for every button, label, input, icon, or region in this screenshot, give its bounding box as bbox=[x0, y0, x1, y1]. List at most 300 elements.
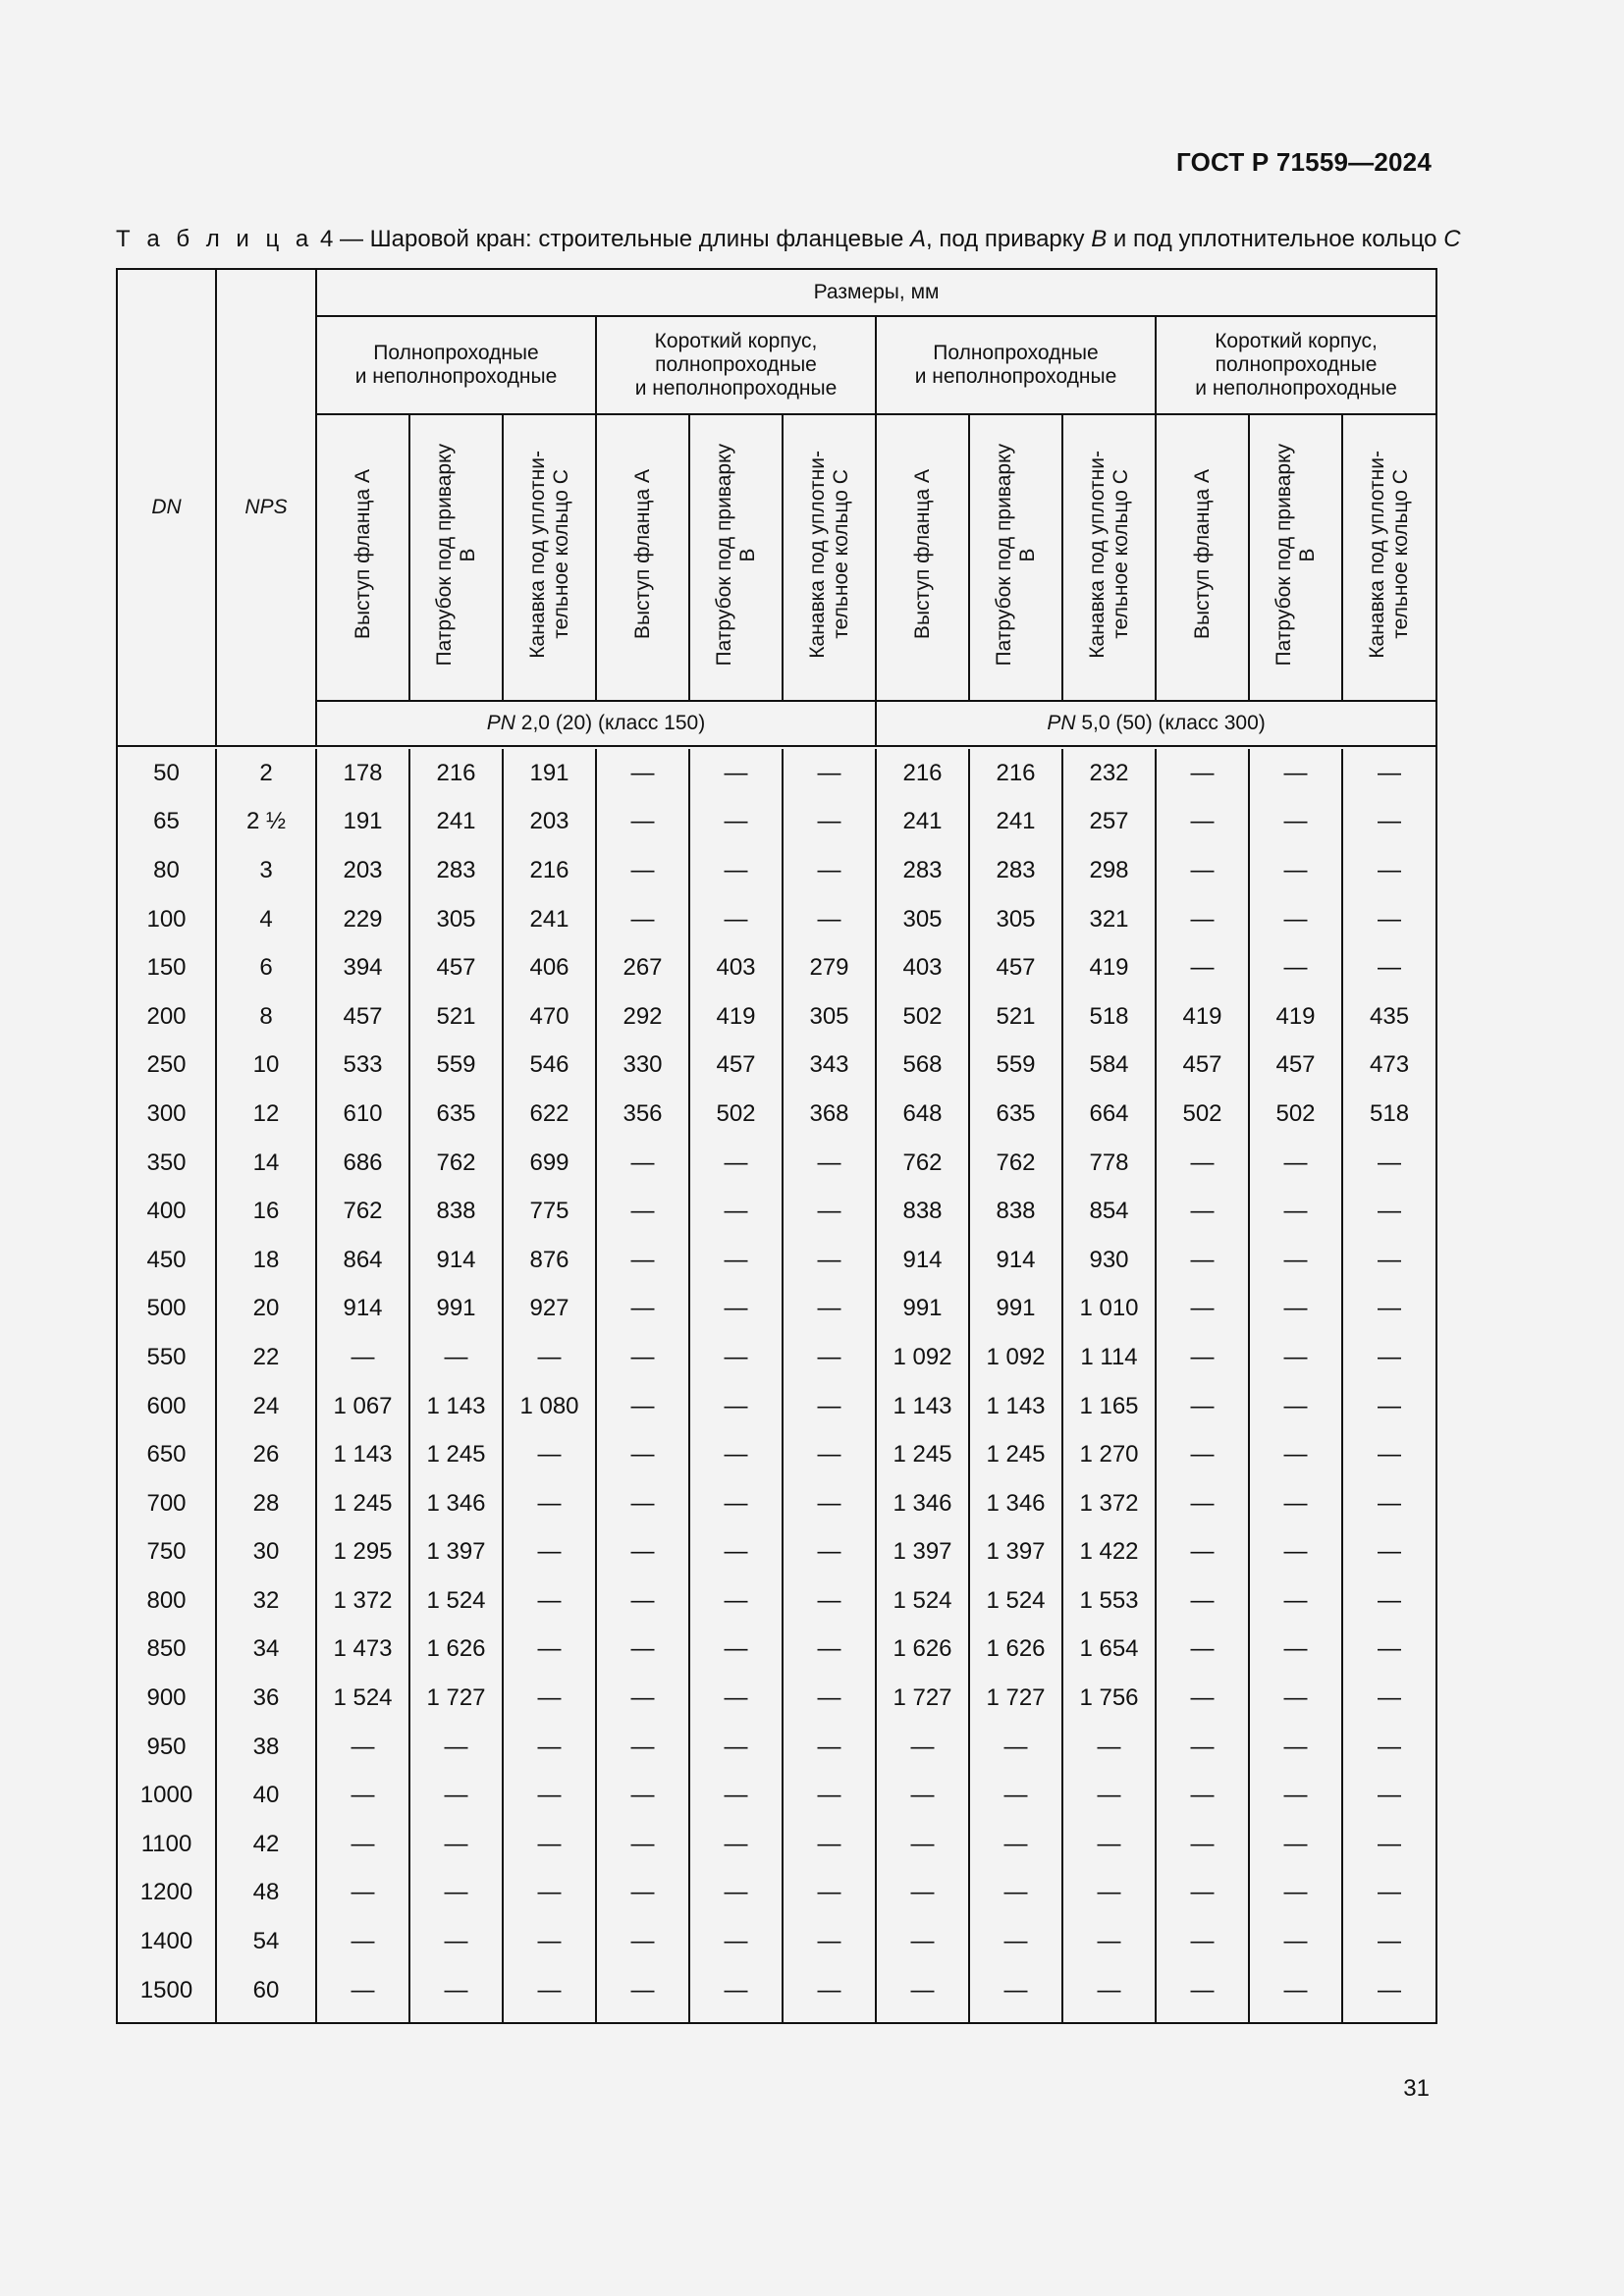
table-cell: — bbox=[409, 1820, 503, 1869]
table-cell: — bbox=[1249, 1771, 1342, 1820]
table-cell: — bbox=[1342, 1430, 1436, 1479]
table-cell: — bbox=[1156, 749, 1249, 798]
table-cell: 330 bbox=[596, 1041, 689, 1091]
table-cell: — bbox=[689, 1771, 783, 1820]
caption-text-3: и под уплотнительное кольцо bbox=[1107, 226, 1444, 252]
subcol-header bbox=[316, 414, 409, 701]
table-cell: 1 524 bbox=[969, 1576, 1062, 1626]
header-dn: DN bbox=[117, 269, 216, 746]
subcol-label: Патрубок под приварку B bbox=[992, 443, 1039, 667]
table-cell: — bbox=[969, 1723, 1062, 1772]
subcol-header bbox=[409, 414, 503, 701]
subcol-label: Выступ фланца A bbox=[910, 469, 934, 640]
table-cell: — bbox=[1249, 1187, 1342, 1236]
table-cell: 305 bbox=[969, 895, 1062, 944]
table-cell: 368 bbox=[783, 1090, 876, 1139]
cell-nps: 28 bbox=[216, 1479, 316, 1528]
table-cell: — bbox=[1156, 1187, 1249, 1236]
table-cell: 1 727 bbox=[876, 1674, 969, 1723]
table-cell: — bbox=[503, 1723, 596, 1772]
cell-nps: 4 bbox=[216, 895, 316, 944]
subcol-label: Канавка под уплотни- тельное кольцо C bbox=[1085, 451, 1132, 659]
table-cell: — bbox=[689, 1187, 783, 1236]
cell-nps: 20 bbox=[216, 1285, 316, 1334]
table-cell: — bbox=[689, 1723, 783, 1772]
table-cell: — bbox=[1156, 1285, 1249, 1334]
table-cell: 1 295 bbox=[316, 1528, 409, 1577]
table-cell: 1 114 bbox=[1062, 1333, 1156, 1382]
cell-dn: 650 bbox=[117, 1430, 216, 1479]
table-cell: — bbox=[1249, 1966, 1342, 2024]
table-cell: 1 654 bbox=[1062, 1626, 1156, 1675]
table-cell: — bbox=[1342, 1966, 1436, 2024]
subcol-header bbox=[1249, 414, 1342, 701]
table-cell: 635 bbox=[969, 1090, 1062, 1139]
table-cell: — bbox=[316, 1820, 409, 1869]
group-header-2: Короткий корпус, полнопроходные и неполнопроходные bbox=[596, 316, 876, 414]
table-cell: 854 bbox=[1062, 1187, 1156, 1236]
table-cell: 914 bbox=[409, 1236, 503, 1285]
page-number: 31 bbox=[1403, 2075, 1430, 2102]
table-row bbox=[117, 895, 1436, 944]
table-cell: — bbox=[596, 1285, 689, 1334]
cell-dn: 500 bbox=[117, 1285, 216, 1334]
cell-dn: 850 bbox=[117, 1626, 216, 1675]
table-cell: 1 270 bbox=[1062, 1430, 1156, 1479]
cell-nps: 14 bbox=[216, 1139, 316, 1188]
table-cell: — bbox=[503, 1869, 596, 1918]
table-cell: — bbox=[1062, 1966, 1156, 2024]
table-cell: — bbox=[1156, 1528, 1249, 1577]
table-cell: — bbox=[1156, 1576, 1249, 1626]
table-cell: — bbox=[876, 1917, 969, 1966]
table-cell: — bbox=[1156, 1626, 1249, 1675]
table-cell: 457 bbox=[1249, 1041, 1342, 1091]
table-cell: 457 bbox=[969, 943, 1062, 992]
table-cell: — bbox=[1249, 1479, 1342, 1528]
table-cell: — bbox=[409, 1771, 503, 1820]
cell-nps: 42 bbox=[216, 1820, 316, 1869]
table-cell: — bbox=[1342, 1139, 1436, 1188]
table-cell: — bbox=[1342, 1723, 1436, 1772]
table-cell: — bbox=[783, 1966, 876, 2024]
group-header-3: Полнопроходные и неполнопроходные bbox=[876, 316, 1156, 414]
table-cell: 1 245 bbox=[876, 1430, 969, 1479]
pressure-class-150 bbox=[316, 701, 876, 746]
table-cell: 305 bbox=[876, 895, 969, 944]
cell-dn: 1000 bbox=[117, 1771, 216, 1820]
table-cell: 241 bbox=[503, 895, 596, 944]
table-cell: 203 bbox=[316, 846, 409, 895]
table-row bbox=[117, 1333, 1436, 1382]
table-cell: 1 067 bbox=[316, 1382, 409, 1431]
table-cell: 775 bbox=[503, 1187, 596, 1236]
table-cell: — bbox=[1062, 1771, 1156, 1820]
table-cell: 191 bbox=[316, 798, 409, 847]
header-nps: NPS bbox=[216, 269, 316, 746]
table-cell: 283 bbox=[969, 846, 1062, 895]
table-cell: 403 bbox=[689, 943, 783, 992]
cell-dn: 80 bbox=[117, 846, 216, 895]
table-cell: 1 524 bbox=[876, 1576, 969, 1626]
table-cell: — bbox=[1342, 846, 1436, 895]
cell-nps: 60 bbox=[216, 1966, 316, 2024]
table-cell: 1 397 bbox=[969, 1528, 1062, 1577]
table-cell: — bbox=[596, 1382, 689, 1431]
table-cell: — bbox=[783, 1430, 876, 1479]
table-cell: — bbox=[596, 1139, 689, 1188]
table-cell: — bbox=[596, 1528, 689, 1577]
table-cell: — bbox=[503, 1626, 596, 1675]
table-cell: 762 bbox=[316, 1187, 409, 1236]
pn-label: PN bbox=[486, 712, 515, 734]
table-cell: — bbox=[596, 1917, 689, 1966]
table-cell: 457 bbox=[689, 1041, 783, 1091]
table-cell: — bbox=[783, 1576, 876, 1626]
table-cell: 229 bbox=[316, 895, 409, 944]
table-row bbox=[117, 1285, 1436, 1334]
table-cell: 778 bbox=[1062, 1139, 1156, 1188]
table-cell: — bbox=[596, 1869, 689, 1918]
dimensions-table bbox=[116, 268, 1437, 2024]
table-cell: — bbox=[316, 1869, 409, 1918]
table-cell: 1 245 bbox=[409, 1430, 503, 1479]
table-cell: 1 626 bbox=[409, 1626, 503, 1675]
table-cell: — bbox=[596, 846, 689, 895]
table-cell: — bbox=[1342, 1333, 1436, 1382]
table-cell: 1 626 bbox=[876, 1626, 969, 1675]
table-cell: — bbox=[1342, 1626, 1436, 1675]
table-cell: 686 bbox=[316, 1139, 409, 1188]
table-cell: — bbox=[596, 1626, 689, 1675]
table-cell: 622 bbox=[503, 1090, 596, 1139]
table-row bbox=[117, 1626, 1436, 1675]
cell-dn: 250 bbox=[117, 1041, 216, 1091]
table-cell: — bbox=[689, 1626, 783, 1675]
caption-number: 4 bbox=[319, 226, 334, 252]
table-cell: — bbox=[689, 895, 783, 944]
table-cell: — bbox=[1342, 1479, 1436, 1528]
table-cell: — bbox=[969, 1917, 1062, 1966]
table-cell: — bbox=[596, 1723, 689, 1772]
cell-nps: 48 bbox=[216, 1869, 316, 1918]
table-cell: 838 bbox=[876, 1187, 969, 1236]
table-cell: 1 397 bbox=[409, 1528, 503, 1577]
table-cell: 502 bbox=[689, 1090, 783, 1139]
table-cell: 267 bbox=[596, 943, 689, 992]
table-cell: — bbox=[1249, 1528, 1342, 1577]
table-cell: — bbox=[1156, 1139, 1249, 1188]
table-cell: — bbox=[596, 1966, 689, 2024]
cell-dn: 350 bbox=[117, 1139, 216, 1188]
table-cell: 1 165 bbox=[1062, 1382, 1156, 1431]
table-cell: — bbox=[1062, 1869, 1156, 1918]
subcol-header bbox=[876, 414, 969, 701]
table-cell: — bbox=[1249, 1333, 1342, 1382]
table-cell: — bbox=[409, 1333, 503, 1382]
cell-nps: 12 bbox=[216, 1090, 316, 1139]
table-caption bbox=[116, 226, 1461, 253]
cell-nps: 22 bbox=[216, 1333, 316, 1382]
table-cell: — bbox=[1342, 1236, 1436, 1285]
cell-nps: 18 bbox=[216, 1236, 316, 1285]
table-cell: — bbox=[689, 798, 783, 847]
table-cell: — bbox=[783, 1285, 876, 1334]
table-cell: — bbox=[1156, 1236, 1249, 1285]
table-cell: — bbox=[316, 1333, 409, 1382]
table-cell: — bbox=[876, 1771, 969, 1820]
table-cell: 914 bbox=[876, 1236, 969, 1285]
cell-nps: 40 bbox=[216, 1771, 316, 1820]
table-cell: — bbox=[783, 1869, 876, 1918]
table-cell: 762 bbox=[876, 1139, 969, 1188]
table-cell: 521 bbox=[409, 992, 503, 1041]
table-cell: — bbox=[1342, 1869, 1436, 1918]
table-cell: — bbox=[1249, 895, 1342, 944]
table-cell: — bbox=[596, 1820, 689, 1869]
table-cell: 610 bbox=[316, 1090, 409, 1139]
table-cell: 533 bbox=[316, 1041, 409, 1091]
table-cell: — bbox=[689, 846, 783, 895]
table-cell: — bbox=[1156, 1723, 1249, 1772]
cell-dn: 550 bbox=[117, 1333, 216, 1382]
table-row bbox=[117, 1723, 1436, 1772]
table-row bbox=[117, 1869, 1436, 1918]
table-row bbox=[117, 1187, 1436, 1236]
table-cell: — bbox=[503, 1576, 596, 1626]
table-cell: — bbox=[1249, 1917, 1342, 1966]
table-cell: 1 397 bbox=[876, 1528, 969, 1577]
pn-label: PN bbox=[1047, 712, 1076, 734]
table-cell: 1 473 bbox=[316, 1626, 409, 1675]
table-row bbox=[117, 1090, 1436, 1139]
table-cell: — bbox=[596, 798, 689, 847]
table-cell: — bbox=[596, 1333, 689, 1382]
table-cell: 1 346 bbox=[969, 1479, 1062, 1528]
cell-dn: 1500 bbox=[117, 1966, 216, 2024]
subcol-label: Патрубок под приварку B bbox=[432, 443, 479, 667]
table-cell: — bbox=[969, 1771, 1062, 1820]
table-cell: — bbox=[1156, 943, 1249, 992]
table-cell: 1 727 bbox=[969, 1674, 1062, 1723]
table-cell: — bbox=[876, 1820, 969, 1869]
table-cell: — bbox=[689, 1430, 783, 1479]
table-row bbox=[117, 1917, 1436, 1966]
subcol-header bbox=[969, 414, 1062, 701]
table-cell: 321 bbox=[1062, 895, 1156, 944]
table-cell: 1 553 bbox=[1062, 1576, 1156, 1626]
table-cell: 457 bbox=[316, 992, 409, 1041]
table-row bbox=[117, 846, 1436, 895]
table-cell: — bbox=[1249, 846, 1342, 895]
table-cell: — bbox=[1342, 1382, 1436, 1431]
table-cell: 241 bbox=[409, 798, 503, 847]
table-cell: — bbox=[1249, 1430, 1342, 1479]
cell-dn: 200 bbox=[117, 992, 216, 1041]
table-cell: 914 bbox=[316, 1285, 409, 1334]
subcol-header bbox=[1156, 414, 1249, 701]
table-cell: — bbox=[1156, 846, 1249, 895]
table-cell: — bbox=[1249, 1576, 1342, 1626]
table-cell: 1 727 bbox=[409, 1674, 503, 1723]
pressure-class-300 bbox=[876, 701, 1436, 746]
table-cell: 1 143 bbox=[969, 1382, 1062, 1431]
table-cell: — bbox=[409, 1723, 503, 1772]
table-cell: 1 092 bbox=[969, 1333, 1062, 1382]
table-cell: — bbox=[503, 1333, 596, 1382]
table-cell: 876 bbox=[503, 1236, 596, 1285]
table-cell: — bbox=[503, 1771, 596, 1820]
table-cell: 1 080 bbox=[503, 1382, 596, 1431]
table-cell: — bbox=[316, 1771, 409, 1820]
table-cell: — bbox=[596, 1771, 689, 1820]
table-cell: — bbox=[1342, 1917, 1436, 1966]
table-cell: — bbox=[1156, 1479, 1249, 1528]
table-cell: — bbox=[689, 749, 783, 798]
table-row bbox=[117, 1430, 1436, 1479]
cell-dn: 700 bbox=[117, 1479, 216, 1528]
table-cell: 343 bbox=[783, 1041, 876, 1091]
table-cell: — bbox=[783, 1528, 876, 1577]
subcol-header bbox=[783, 414, 876, 701]
cell-nps: 36 bbox=[216, 1674, 316, 1723]
table-cell: — bbox=[503, 1917, 596, 1966]
cell-nps: 3 bbox=[216, 846, 316, 895]
table-cell: 257 bbox=[1062, 798, 1156, 847]
table-cell: 699 bbox=[503, 1139, 596, 1188]
table-cell: — bbox=[1156, 895, 1249, 944]
table-cell: 406 bbox=[503, 943, 596, 992]
table-cell: 518 bbox=[1342, 1090, 1436, 1139]
table-cell: — bbox=[783, 1820, 876, 1869]
table-cell: 419 bbox=[689, 992, 783, 1041]
subcol-label: Канавка под уплотни- тельное кольцо C bbox=[525, 451, 572, 659]
table-cell: 216 bbox=[876, 749, 969, 798]
table-cell: — bbox=[409, 1966, 503, 2024]
table-cell: — bbox=[1249, 1723, 1342, 1772]
cell-nps: 16 bbox=[216, 1187, 316, 1236]
table-cell: — bbox=[596, 1674, 689, 1723]
table-cell: — bbox=[596, 895, 689, 944]
table-cell: 1 346 bbox=[409, 1479, 503, 1528]
table-cell: — bbox=[783, 749, 876, 798]
table-cell: 1 143 bbox=[316, 1430, 409, 1479]
table-cell: 419 bbox=[1249, 992, 1342, 1041]
caption-var-c: C bbox=[1443, 226, 1461, 252]
table-cell: — bbox=[1249, 1382, 1342, 1431]
cell-dn: 900 bbox=[117, 1674, 216, 1723]
table-cell: — bbox=[503, 1674, 596, 1723]
cell-dn: 65 bbox=[117, 798, 216, 847]
subcol-label: Патрубок под приварку B bbox=[1272, 443, 1319, 667]
table-cell: — bbox=[689, 1382, 783, 1431]
caption-text-2: , под приварку bbox=[926, 226, 1092, 252]
table-cell: 1 143 bbox=[876, 1382, 969, 1431]
table-cell: 216 bbox=[503, 846, 596, 895]
table-cell: — bbox=[783, 1187, 876, 1236]
table-cell: 457 bbox=[1156, 1041, 1249, 1091]
header-sizes: Размеры, мм bbox=[316, 269, 1436, 316]
table-cell: — bbox=[783, 1139, 876, 1188]
table-cell: — bbox=[876, 1966, 969, 2024]
table-cell: — bbox=[969, 1869, 1062, 1918]
table-cell: 292 bbox=[596, 992, 689, 1041]
table-cell: — bbox=[1156, 1430, 1249, 1479]
table-cell: — bbox=[689, 1820, 783, 1869]
table-cell: — bbox=[783, 798, 876, 847]
table-cell: 559 bbox=[409, 1041, 503, 1091]
table-cell: — bbox=[689, 1917, 783, 1966]
table-cell: 864 bbox=[316, 1236, 409, 1285]
table-row bbox=[117, 1479, 1436, 1528]
table-cell: — bbox=[596, 1479, 689, 1528]
table-cell: — bbox=[689, 1674, 783, 1723]
table-row bbox=[117, 1041, 1436, 1091]
table-cell: 473 bbox=[1342, 1041, 1436, 1091]
cell-dn: 400 bbox=[117, 1187, 216, 1236]
cell-dn: 600 bbox=[117, 1382, 216, 1431]
table-cell: 1 245 bbox=[969, 1430, 1062, 1479]
cell-nps: 2 bbox=[216, 749, 316, 798]
cell-nps: 26 bbox=[216, 1430, 316, 1479]
cell-nps: 8 bbox=[216, 992, 316, 1041]
table-cell: 283 bbox=[876, 846, 969, 895]
table-cell: 403 bbox=[876, 943, 969, 992]
table-cell: — bbox=[783, 1771, 876, 1820]
table-cell: 178 bbox=[316, 749, 409, 798]
table-cell: — bbox=[783, 1236, 876, 1285]
table-cell: 1 422 bbox=[1062, 1528, 1156, 1577]
table-cell: — bbox=[1062, 1820, 1156, 1869]
table-cell: — bbox=[503, 1528, 596, 1577]
table-cell: 502 bbox=[876, 992, 969, 1041]
table-cell: — bbox=[316, 1966, 409, 2024]
table-cell: — bbox=[503, 1479, 596, 1528]
cell-nps: 24 bbox=[216, 1382, 316, 1431]
table-row bbox=[117, 992, 1436, 1041]
table-cell: — bbox=[1249, 1674, 1342, 1723]
table-cell: — bbox=[1156, 1674, 1249, 1723]
table-cell: — bbox=[783, 846, 876, 895]
table-cell: — bbox=[969, 1820, 1062, 1869]
table-cell: 1 756 bbox=[1062, 1674, 1156, 1723]
table-cell: — bbox=[1156, 1917, 1249, 1966]
table-cell: 521 bbox=[969, 992, 1062, 1041]
table-cell: — bbox=[503, 1820, 596, 1869]
table-cell: 991 bbox=[409, 1285, 503, 1334]
table-cell: — bbox=[1342, 1820, 1436, 1869]
cell-nps: 34 bbox=[216, 1626, 316, 1675]
table-cell: 930 bbox=[1062, 1236, 1156, 1285]
table-cell: 356 bbox=[596, 1090, 689, 1139]
table-cell: — bbox=[689, 1528, 783, 1577]
subcol-label: Выступ фланца A bbox=[351, 469, 374, 640]
cell-dn: 300 bbox=[117, 1090, 216, 1139]
cell-nps: 10 bbox=[216, 1041, 316, 1091]
table-row bbox=[117, 1139, 1436, 1188]
table-cell: 546 bbox=[503, 1041, 596, 1091]
table-cell: — bbox=[1156, 1333, 1249, 1382]
table-cell: 635 bbox=[409, 1090, 503, 1139]
table-cell: — bbox=[409, 1917, 503, 1966]
table-cell: 1 524 bbox=[316, 1674, 409, 1723]
table-cell: 394 bbox=[316, 943, 409, 992]
table-cell: — bbox=[316, 1723, 409, 1772]
table-cell: 991 bbox=[969, 1285, 1062, 1334]
table-cell: — bbox=[316, 1917, 409, 1966]
cell-dn: 950 bbox=[117, 1723, 216, 1772]
table-cell: — bbox=[503, 1430, 596, 1479]
